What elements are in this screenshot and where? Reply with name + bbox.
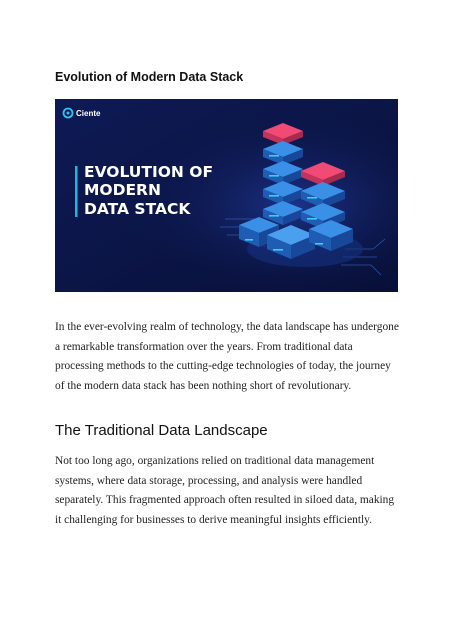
logo-text: Ciente: [76, 109, 101, 118]
section-paragraph: Not too long ago, organizations relied on traditional data management systems, where data storage, processing, and analysis were handled separately. This fragmented approach often resulted in siloed data, making it challenging for businesses to derive meaningful insights efficiently.: [55, 455, 395, 526]
banner-headline-line-2: MODERN: [84, 181, 161, 199]
hero-banner: [55, 99, 398, 292]
intro-paragraph: In the ever-evolving realm of technology, the data landscape has undergone a remarkable transformation over the years. From traditional data processing methods to the cutting-edge technologies of today, the journey of the modern data stack has been nothing short of revolutionary.: [55, 321, 399, 392]
accent-line: [75, 166, 78, 217]
section-heading: The Traditional Data Landscape: [55, 422, 268, 439]
banner-headline-line-3: DATA STACK: [84, 200, 191, 218]
article-title: Evolution of Modern Data Stack: [55, 70, 244, 84]
banner-graphic: [55, 99, 398, 292]
banner-headline-line-1: EVOLUTION OF: [84, 163, 214, 181]
